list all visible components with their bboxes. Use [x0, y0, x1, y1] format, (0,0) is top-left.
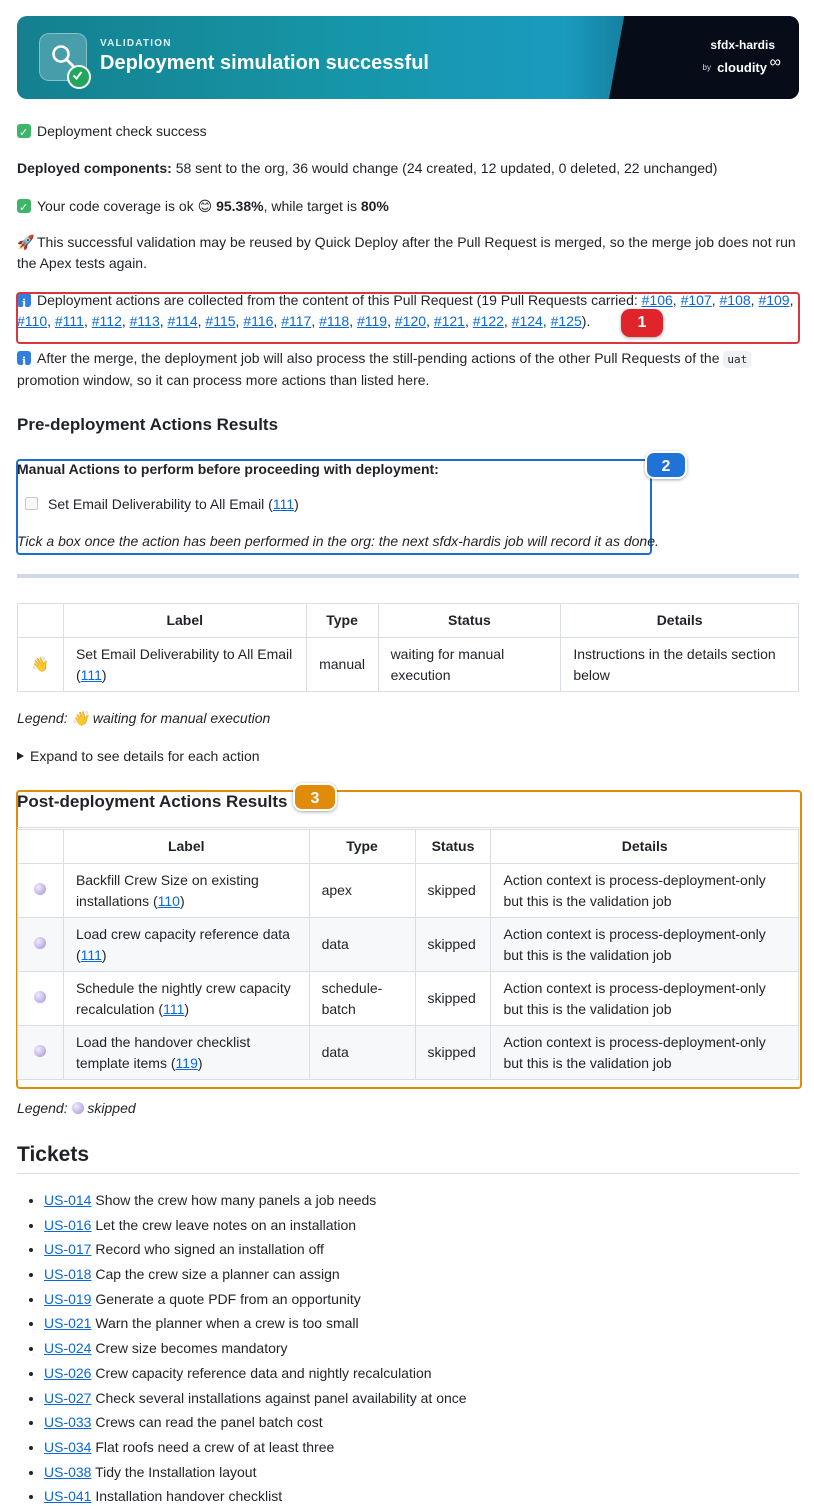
rocket-icon: 🚀	[17, 234, 35, 250]
action-label: Load crew capacity reference data (111)	[63, 918, 309, 972]
post-actions-table	[17, 829, 799, 1080]
validation-banner	[17, 16, 799, 99]
pr-info-text: Deployment actions are collected from the content of this Pull Request (19 Pull Requests carried:	[37, 292, 638, 308]
action-label: Schedule the nightly crew capacity recalculation (111)	[63, 972, 309, 1026]
pr-link[interactable]: #113	[129, 313, 160, 329]
check-mark-icon	[17, 124, 31, 138]
ticket-link[interactable]: US-018	[44, 1266, 92, 1283]
merge-info-after: promotion window, so it can process more actions than listed here.	[17, 372, 430, 388]
ticket-link[interactable]: US-034	[44, 1438, 92, 1455]
components-text: 58 sent to the org, 36 would change (24 created, 12 updated, 0 deleted, 22 unchanged)	[175, 160, 718, 176]
brand-sfdx-hardis: sfdx-hardis	[710, 38, 775, 52]
action-link[interactable]: 110	[157, 892, 180, 909]
post-deployment-title: Post-deployment Actions Results	[17, 792, 288, 811]
coverage-mid: , while target is	[263, 198, 357, 214]
action-details: Instructions in the details section below	[561, 638, 799, 692]
waving-hand-icon: 👋	[71, 710, 89, 726]
pr-link[interactable]: #108	[719, 292, 751, 308]
legend-label: Legend:	[17, 710, 68, 726]
check-success-text: Deployment check success	[37, 123, 207, 139]
manual-action-checkbox[interactable]	[25, 497, 38, 510]
section-divider	[17, 574, 799, 578]
ticket-text: Check several installations against panel availability at once	[95, 1389, 467, 1406]
brand-cloudity: cloudity	[717, 60, 767, 75]
action-link[interactable]: 111	[80, 666, 102, 683]
table-header-row	[18, 604, 799, 638]
deployed-components-line	[17, 158, 799, 179]
manual-actions-title: Manual Actions to perform before proceeding with deployment:	[17, 461, 439, 477]
ticket-item	[44, 1462, 467, 1487]
pr-link[interactable]: #109	[758, 292, 790, 308]
coverage-value: 95.38%	[216, 198, 264, 214]
ticket-text: Warn the planner when a crew is too small	[95, 1315, 359, 1332]
action-type: manual	[306, 638, 378, 692]
callout-badge-1: 1	[621, 309, 663, 337]
ticket-link[interactable]: US-027	[44, 1389, 92, 1406]
pre-actions-table	[17, 603, 799, 692]
ticket-text: Crews can read the panel batch cost	[95, 1414, 323, 1431]
action-status: skipped	[415, 918, 491, 972]
ticket-text: Installation handover checklist	[95, 1488, 283, 1505]
post-legend	[17, 1098, 799, 1119]
pr-link[interactable]: #111	[54, 313, 84, 329]
table-row	[18, 918, 799, 972]
legend-text: skipped	[87, 1100, 136, 1116]
action-status: waiting for manual execution	[378, 638, 561, 692]
ticket-item	[44, 1264, 467, 1289]
action-details: Action context is process-deployment-only but this is the validation job	[491, 972, 799, 1026]
pr-link[interactable]: #125	[550, 313, 582, 329]
column-header: Label	[63, 830, 309, 864]
action-details: Action context is process-deployment-only but this is the validation job	[491, 1026, 799, 1080]
column-header	[18, 830, 64, 864]
coverage-line	[17, 196, 799, 217]
ticket-item	[44, 1363, 467, 1388]
smile-icon: 😊	[197, 198, 213, 214]
coverage-target: 80%	[360, 198, 389, 214]
action-type: apex	[309, 864, 415, 918]
ticket-text: Show the crew how many panels a job needs	[95, 1192, 377, 1208]
table-row	[18, 972, 799, 1026]
action-link[interactable]: 119	[175, 1054, 198, 1071]
pr-links-line2: #110, #111, #112, #113, #114, #115, #116, #117, #118, #119, #120, #121, #122, #124, #125	[17, 313, 582, 329]
section-divider	[17, 1173, 799, 1174]
table-row	[18, 638, 799, 692]
manual-action-item	[17, 494, 799, 515]
quick-deploy-line	[17, 232, 799, 274]
column-header: Type	[306, 604, 378, 638]
ticket-text: Crew size becomes mandatory	[95, 1340, 288, 1357]
expand-details-toggle[interactable]	[17, 746, 799, 767]
manual-action-label: Set Email Deliverability to All Email (	[48, 496, 273, 512]
ticket-link[interactable]: US-041	[44, 1488, 92, 1505]
table-row	[18, 1026, 799, 1080]
ticket-text: Record who signed an installation off	[95, 1241, 324, 1258]
info-icon	[17, 351, 31, 365]
pre-legend	[17, 708, 799, 729]
skipped-dot-icon	[18, 1026, 64, 1080]
manual-action-link[interactable]: 111	[272, 496, 295, 512]
action-status: skipped	[415, 972, 491, 1026]
banner-title: Deployment simulation successful	[100, 52, 429, 74]
merge-info-text: After the merge, the deployment job will also process the still-pending actions of the other Pull Requests of the	[37, 350, 720, 366]
merge-info-line	[17, 348, 799, 391]
section-divider	[17, 827, 799, 828]
skipped-dot-icon	[72, 1102, 84, 1114]
action-details: Action context is process-deployment-only but this is the validation job	[491, 918, 799, 972]
manual-actions-hint: Tick a box once the action has been performed in the org: the next sfdx-hardis job will record it as done.	[17, 533, 659, 549]
column-header: Details	[561, 604, 799, 638]
action-details: Action context is process-deployment-only but this is the validation job	[491, 864, 799, 918]
action-status: skipped	[415, 1026, 491, 1080]
banner-kicker: VALIDATION	[100, 38, 172, 49]
pre-deployment-title: Pre-deployment Actions Results	[17, 415, 279, 434]
ticket-link[interactable]: US-026	[44, 1364, 92, 1381]
pr-link[interactable]: #115	[205, 313, 236, 329]
pr-link[interactable]: #117	[281, 313, 312, 329]
action-label: Set Email Deliverability to All Email (111)	[63, 638, 306, 692]
ticket-link[interactable]: US-021	[44, 1315, 92, 1332]
pr-info-suffix: ).	[581, 313, 591, 329]
ticket-text: Cap the crew size a planner can assign	[95, 1266, 340, 1283]
column-header: Status	[415, 830, 491, 864]
pr-link[interactable]: #124	[511, 313, 543, 329]
action-type: schedule-batch	[309, 972, 415, 1026]
skipped-dot-icon	[18, 972, 64, 1026]
pr-comment	[17, 16, 799, 1505]
pr-link[interactable]: #116	[243, 313, 274, 329]
waving-hand-icon: 👋	[18, 638, 64, 692]
ticket-text: Flat roofs need a crew of at least three	[95, 1438, 335, 1455]
tickets-title: Tickets	[17, 1143, 89, 1166]
ticket-text: Let the crew leave notes on an installation	[95, 1216, 357, 1233]
pr-links-line1: #106, #107, #108, #109,	[641, 292, 794, 308]
legend-label: Legend:	[17, 1100, 68, 1116]
ticket-item	[44, 1313, 467, 1338]
action-link[interactable]: 111	[163, 1000, 185, 1017]
ticket-item	[44, 1437, 467, 1462]
skipped-dot-icon	[18, 864, 64, 918]
column-header	[18, 604, 64, 638]
expand-label: Expand to see details for each action	[30, 748, 260, 764]
ticket-link[interactable]: US-024	[44, 1340, 92, 1357]
pr-link[interactable]: #106	[641, 292, 673, 308]
pr-link[interactable]: #112	[91, 313, 122, 329]
pr-link[interactable]: #120	[394, 313, 427, 329]
pr-link[interactable]: #118	[319, 313, 350, 329]
ticket-text: Generate a quote PDF from an opportunity	[95, 1290, 361, 1307]
check-success-line	[17, 121, 799, 142]
action-status: skipped	[415, 864, 491, 918]
ticket-list	[17, 1190, 467, 1511]
ticket-link[interactable]: US-016	[44, 1216, 92, 1233]
pr-link[interactable]: #122	[472, 313, 504, 329]
components-label: Deployed components:	[17, 160, 172, 176]
disclosure-triangle-icon	[17, 752, 24, 760]
action-type: data	[309, 1026, 415, 1080]
brand-by: by	[702, 63, 711, 72]
ticket-text: Tidy the Installation layout	[95, 1463, 257, 1480]
skipped-dot-icon	[18, 918, 64, 972]
ticket-item	[44, 1338, 467, 1363]
action-type: data	[309, 918, 415, 972]
action-label: Load the handover checklist template items (119)	[63, 1026, 309, 1080]
manual-action-close: )	[294, 496, 299, 512]
coverage-prefix: Your code coverage is ok	[37, 198, 194, 214]
check-circle-icon	[67, 65, 91, 89]
ticket-item	[44, 1190, 467, 1215]
column-header: Type	[309, 830, 415, 864]
ticket-item	[44, 1289, 467, 1314]
legend-text: waiting for manual execution	[92, 710, 271, 726]
table-header-row	[18, 830, 799, 864]
action-link[interactable]: 111	[80, 946, 102, 963]
ticket-item	[44, 1412, 467, 1437]
column-header: Status	[378, 604, 561, 638]
table-row	[18, 864, 799, 918]
ticket-link[interactable]: US-038	[44, 1463, 92, 1480]
pr-link[interactable]: #110	[17, 313, 48, 329]
check-mark-icon	[17, 199, 31, 213]
ticket-item	[44, 1388, 467, 1413]
highlight-box-1	[16, 292, 800, 344]
column-header: Label	[63, 604, 306, 638]
pr-link[interactable]: #121	[433, 313, 465, 329]
column-header: Details	[491, 830, 799, 864]
callout-badge-2: 2	[645, 451, 687, 479]
action-label: Backfill Crew Size on existing installations (110)	[63, 864, 309, 918]
pr-link[interactable]: #114	[167, 313, 198, 329]
pr-link[interactable]: #107	[680, 292, 712, 308]
quick-deploy-text: This successful validation may be reused by Quick Deploy after the Pull Request is merged, so the merge job does not run the Apex tests again.	[17, 234, 796, 271]
ticket-item	[44, 1239, 467, 1264]
callout-badge-3: 3	[293, 783, 337, 811]
ticket-link[interactable]: US-033	[44, 1414, 92, 1431]
ticket-item	[44, 1215, 467, 1240]
ticket-text: Crew capacity reference data and nightly recalculation	[95, 1364, 432, 1381]
ticket-link[interactable]: US-014	[44, 1192, 92, 1208]
ticket-link[interactable]: US-017	[44, 1241, 92, 1258]
infinity-icon: ∞	[769, 54, 781, 71]
ticket-item	[44, 1486, 467, 1511]
branch-code: uat	[723, 351, 751, 368]
pr-link[interactable]: #119	[356, 313, 388, 329]
ticket-link[interactable]: US-019	[44, 1290, 92, 1307]
